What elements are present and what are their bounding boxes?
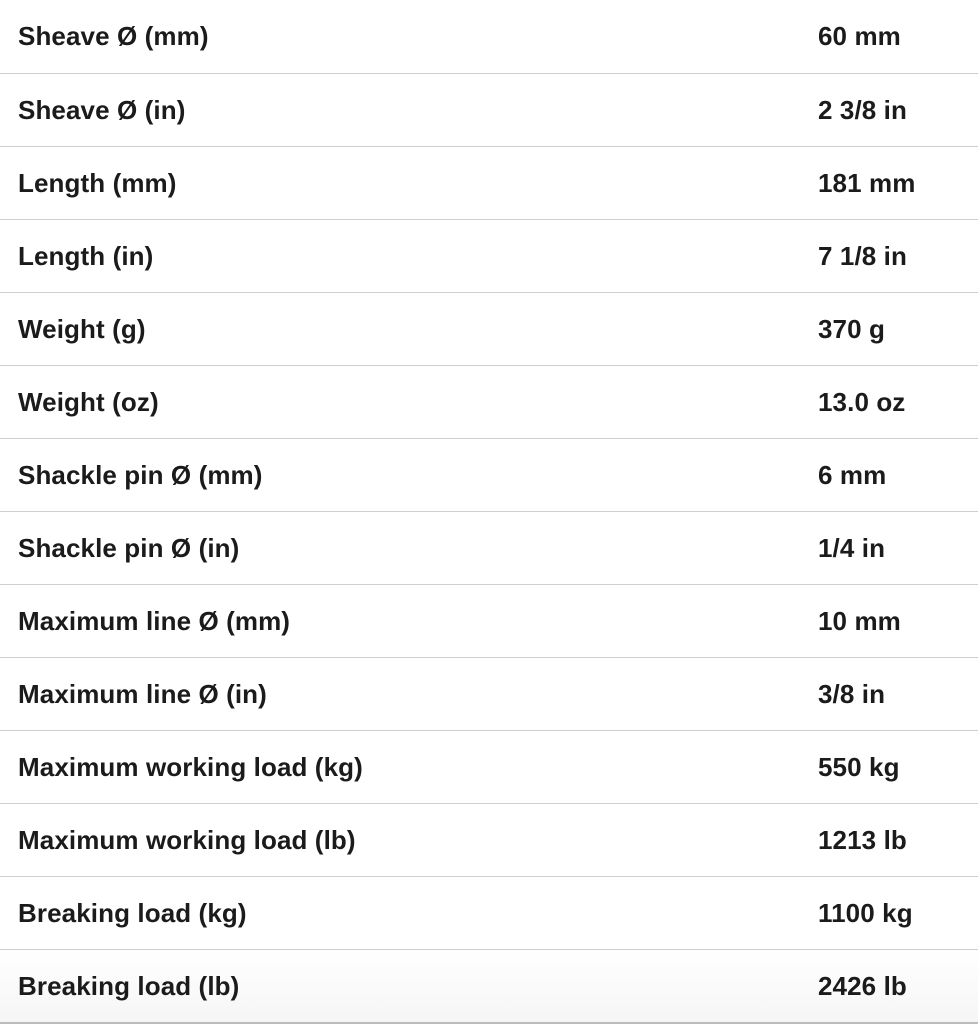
spec-label: Weight (oz): [0, 366, 818, 439]
spec-label: Sheave Ø (mm): [0, 0, 818, 74]
table-row: [0, 877, 978, 950]
table-row: [0, 147, 978, 220]
table-row: [0, 804, 978, 877]
spec-label: Shackle pin Ø (mm): [0, 439, 818, 512]
spec-label: Weight (g): [0, 293, 818, 366]
spec-value: 1100 kg: [818, 877, 978, 950]
spec-value: 10 mm: [818, 585, 978, 658]
spec-label: Maximum line Ø (in): [0, 658, 818, 731]
table-row: [0, 0, 978, 74]
spec-value: 370 g: [818, 293, 978, 366]
spec-value: 60 mm: [818, 0, 978, 74]
spec-label: Length (in): [0, 220, 818, 293]
spec-label: Maximum line Ø (mm): [0, 585, 818, 658]
spec-value: 2426 lb: [818, 950, 978, 1024]
table-row: [0, 585, 978, 658]
spec-label: Length (mm): [0, 147, 818, 220]
table-row: [0, 220, 978, 293]
spec-value: 2 3/8 in: [818, 74, 978, 147]
spec-value: 1/4 in: [818, 512, 978, 585]
spec-value: 13.0 oz: [818, 366, 978, 439]
spec-label: Shackle pin Ø (in): [0, 512, 818, 585]
spec-label: Maximum working load (kg): [0, 731, 818, 804]
spec-value: 7 1/8 in: [818, 220, 978, 293]
table-row: [0, 74, 978, 147]
table-row: [0, 512, 978, 585]
spec-value: 3/8 in: [818, 658, 978, 731]
spec-label: Maximum working load (lb): [0, 804, 818, 877]
spec-value: 181 mm: [818, 147, 978, 220]
table-row: [0, 658, 978, 731]
spec-value: 550 kg: [818, 731, 978, 804]
table-row: [0, 366, 978, 439]
spec-label: Sheave Ø (in): [0, 74, 818, 147]
table-row: [0, 293, 978, 366]
table-row: [0, 950, 978, 1024]
spec-label: Breaking load (kg): [0, 877, 818, 950]
table-row: [0, 439, 978, 512]
table-row: [0, 731, 978, 804]
spec-value: 6 mm: [818, 439, 978, 512]
spec-label: Breaking load (lb): [0, 950, 818, 1024]
spec-value: 1213 lb: [818, 804, 978, 877]
